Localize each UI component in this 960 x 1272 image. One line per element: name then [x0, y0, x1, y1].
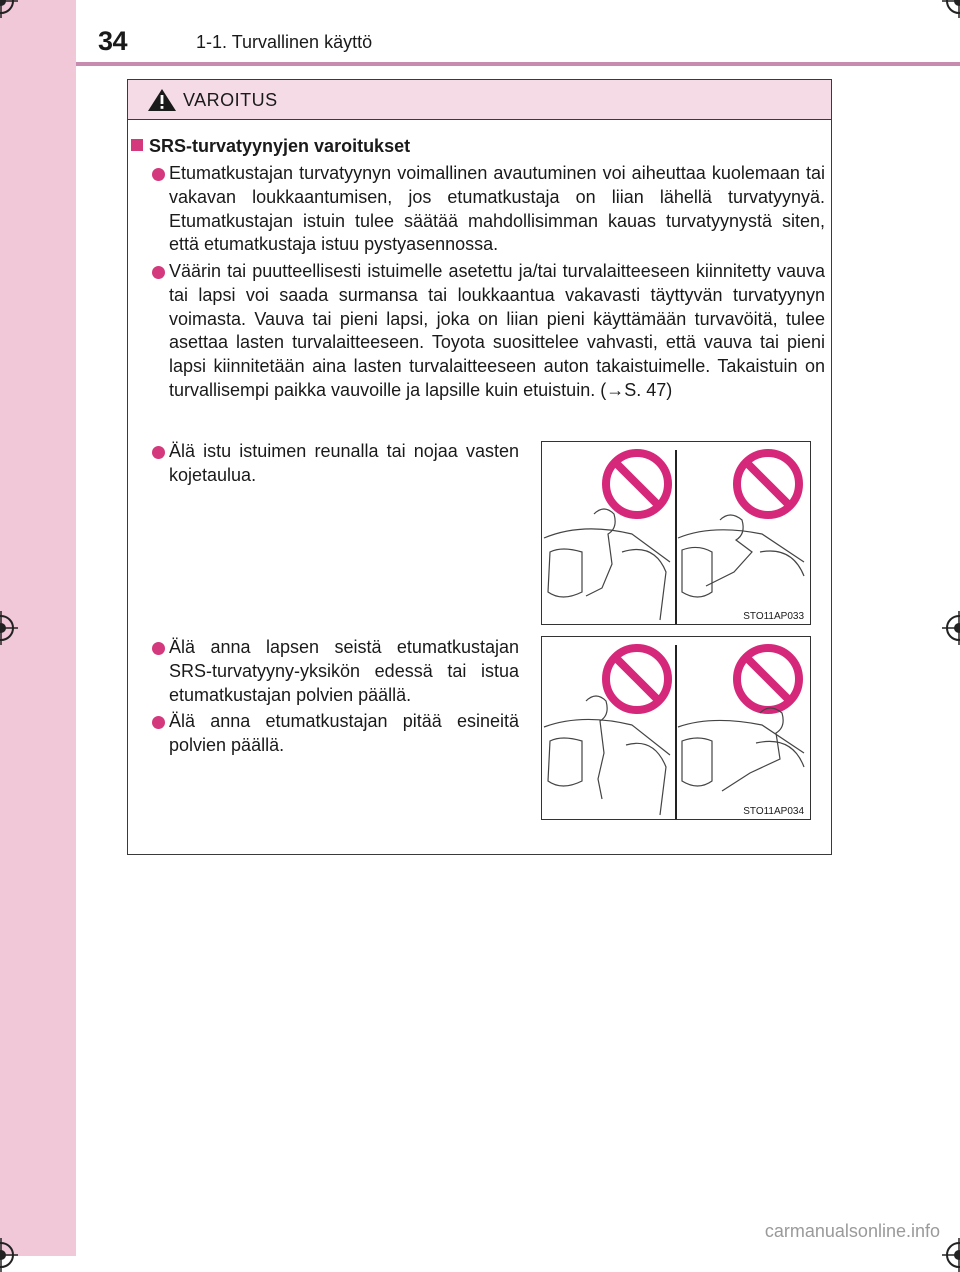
crop-mark-icon: [942, 611, 960, 645]
warning-subheading: [131, 136, 410, 157]
illustration-child-positions: [541, 636, 811, 820]
bullet-text: Älä anna lapsen seistä etumatkustajan SRS-turvatyyny-yksikön edessä tai istua etumatkustajan polvien päällä.: [169, 637, 519, 705]
warning-bullet: [169, 636, 519, 707]
prohibition-sign-icon: [737, 648, 799, 710]
warning-bullet: [169, 710, 519, 758]
crop-mark-icon: [942, 1238, 960, 1272]
illustration-drawing: [542, 442, 810, 624]
crop-mark-icon: [0, 611, 18, 645]
prohibition-sign-icon: [606, 453, 668, 515]
illustration-sitting-positions: [541, 441, 811, 625]
warning-header: [128, 80, 831, 120]
warning-bullet: [169, 162, 825, 257]
warning-box: [127, 79, 832, 855]
illustration-code: STO11AP034: [743, 806, 804, 817]
prohibition-sign-icon: [606, 648, 668, 710]
bullet-text: Älä anna etumatkustajan pitää esineitä polvien päällä.: [169, 711, 519, 755]
square-bullet-icon: [131, 139, 143, 151]
warning-bullet: [169, 440, 519, 488]
bullet-dot-icon: [152, 642, 165, 655]
page-number: 34: [98, 26, 128, 56]
header-rule: [76, 62, 960, 66]
warning-subheading-text: SRS-turvatyynyjen varoitukset: [149, 136, 411, 156]
watermark: carmanualsonline.info: [764, 1221, 940, 1241]
bullet-dot-icon: [152, 446, 165, 459]
prohibition-sign-icon: [737, 453, 799, 515]
bullet-dot-icon: [152, 716, 165, 729]
warning-label: VAROITUS: [183, 90, 278, 110]
warning-triangle-icon: [147, 88, 177, 112]
bullet-dot-icon: [152, 266, 165, 279]
bullet-dot-icon: [152, 168, 165, 181]
bullet-text: Väärin tai puutteellisesti istuimelle asetettu ja/tai turvalaitteeseen kiinnitetty vauva tai lapsi voi saada surmansa tai loukkaantua vakavasti täyttyvän turvatyynyn voimasta. Vauva tai pieni lapsi, joka on liian pieni käyttämään turvavöitä, tulee asettaa lasten turvalaitteeseen. Toyota suosittelee vahvasti, että vauva tai pieni lapsi kiinnitetään aina lasten turvalaitteeseen auton takaistuimelle. Takaistuin on turvallisempi paikka vauvoille ja lapsille kuin etuistuin. (→S. 47): [169, 261, 825, 400]
crop-mark-icon: [0, 0, 18, 18]
crop-mark-icon: [942, 0, 960, 18]
warning-bullet: [169, 260, 825, 403]
bullet-text: Älä istu istuimen reunalla tai nojaa vasten kojetaulua.: [169, 441, 519, 485]
illustration-code: STO11AP033: [743, 611, 804, 622]
illustration-drawing: [542, 637, 810, 819]
section-title: 1-1. Turvallinen käyttö: [196, 32, 373, 52]
crop-mark-icon: [0, 1238, 18, 1272]
bullet-text: Etumatkustajan turvatyynyn voimallinen avautuminen voi aiheuttaa kuolemaan tai vakavan loukkaantumisen, jos etumatkustaja on liian lähellä turvatyynyä. Etumatkustajan istuin tulee säätää mahdollisimman kauas turvatyynystä siten, että etumatkustaja istuu pystyasennossa.: [169, 163, 825, 255]
